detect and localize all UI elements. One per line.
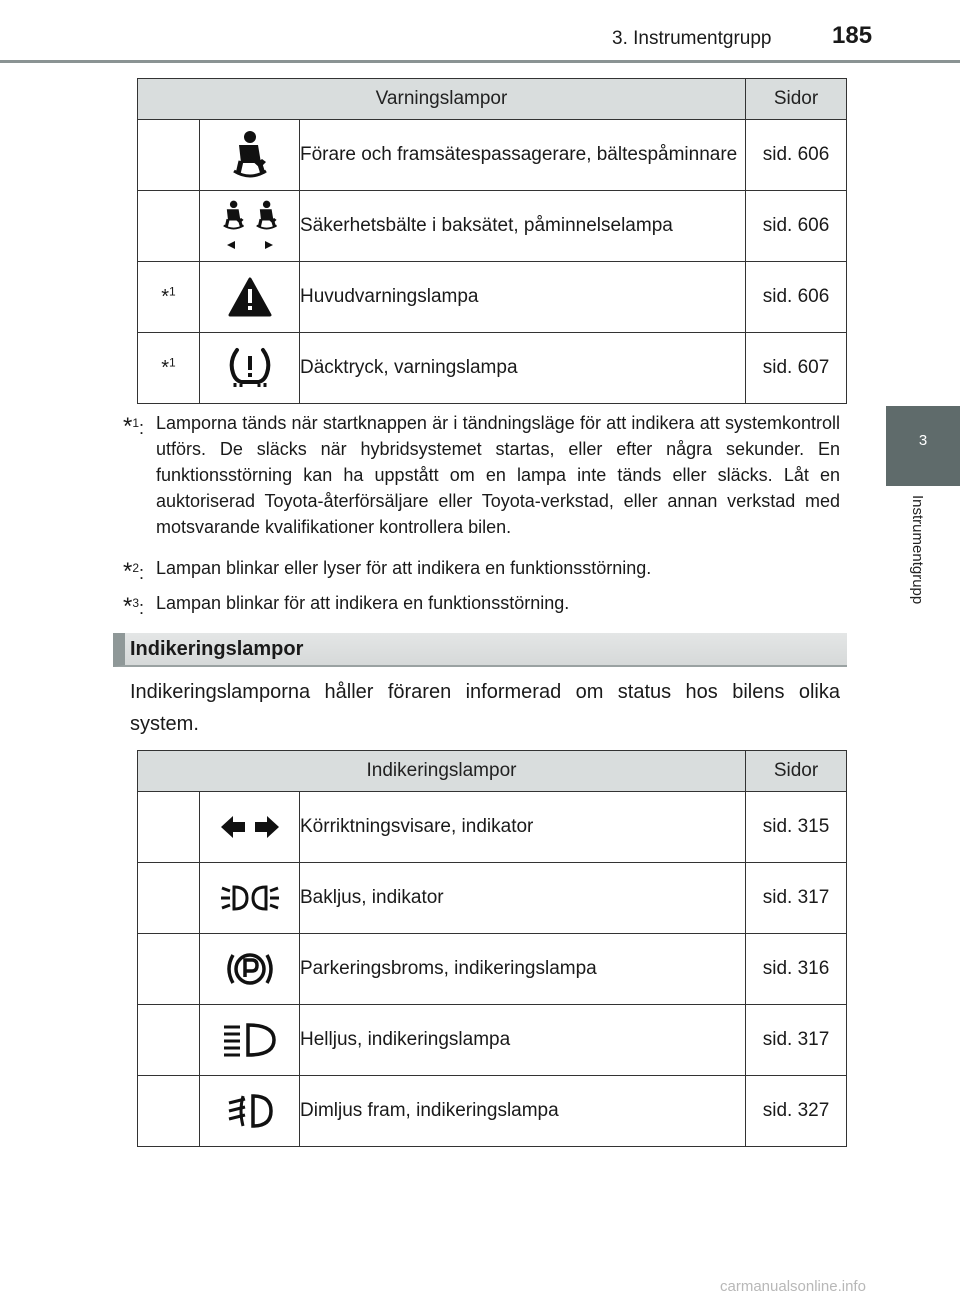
footnote-mark-cell [138, 792, 200, 863]
icon-cell [200, 333, 300, 404]
table-row [138, 191, 847, 262]
footnote-sup: 1 [132, 416, 140, 430]
footnote-star: * [123, 593, 133, 620]
table-row [138, 934, 847, 1005]
page-reference: sid. 606 [746, 120, 847, 191]
turn-signal-icon [219, 813, 281, 841]
lamp-description: Körriktningsvisare, indikator [300, 792, 746, 863]
section-heading-text: Indikeringslampor [130, 638, 304, 660]
lamp-description: Säkerhetsbälte i baksätet, påminnelselampa [300, 191, 746, 262]
footnote-mark-cell [138, 262, 200, 333]
footnote-sup: 1 [169, 355, 176, 370]
lamp-description: Parkeringsbroms, indikeringslampa [300, 934, 746, 1005]
icon-cell [200, 120, 300, 191]
rear-seatbelt-reminder-icon [218, 200, 282, 252]
footnote [123, 555, 840, 585]
footnote-star: * [123, 558, 133, 585]
chapter-side-label: Instrumentgrupp [909, 495, 926, 605]
icon-cell [200, 934, 300, 1005]
page-reference: sid. 607 [746, 333, 847, 404]
footnote-mark-cell [138, 1005, 200, 1076]
warning-lamps-table [137, 78, 847, 404]
footnote-star: * [161, 357, 170, 380]
lamp-description: Dimljus fram, indikeringslampa [300, 1076, 746, 1147]
page-reference: sid. 606 [746, 262, 847, 333]
footnote-sup: 2 [132, 561, 140, 575]
page-reference: sid. 317 [746, 863, 847, 934]
footnote-separator: : [139, 563, 145, 583]
icon-cell [200, 1005, 300, 1076]
footnote-separator: : [139, 418, 145, 438]
table-row [138, 1076, 847, 1147]
header-rule [0, 60, 960, 63]
chapter-tab-number: 3 [918, 432, 928, 449]
footnote [123, 590, 840, 620]
footnote-star: * [161, 286, 170, 309]
table-row [138, 863, 847, 934]
page-number: 185 [832, 22, 873, 49]
table-row [138, 262, 847, 333]
lamp-description: Huvudvarningslampa [300, 262, 746, 333]
footnote-mark-cell [138, 191, 200, 262]
page-reference: sid. 606 [746, 191, 847, 262]
tire-pressure-warning-icon [227, 347, 273, 389]
footnote-mark-cell [138, 1076, 200, 1147]
page-reference: sid. 317 [746, 1005, 847, 1076]
footnote-sup: 1 [169, 284, 176, 299]
watermark: carmanualsonline.info [720, 1278, 866, 1295]
footnote-text: Lamporna tänds när startknappen är i tändningsläge för att indikera att systemkontroll utförs. De släcks när hybridsystemet startas, eller efter några sekunder. En funktionsstörning kan ha uppstått om en lampa inte tänds eller släcks. Låt en auktoriserad Toyota-återförsäljare eller Toyota-verkstad, eller annan verkstad med motsvarande kvalifikationer kontrollera bilen. [156, 413, 840, 537]
column-header-lamps: Varningslampor [138, 79, 746, 120]
high-beam-icon [222, 1022, 278, 1058]
column-header-pages: Sidor [746, 751, 847, 792]
table-header-row [138, 751, 847, 792]
page-reference: sid. 315 [746, 792, 847, 863]
footnote [123, 410, 840, 540]
master-warning-icon [228, 277, 272, 317]
icon-cell [200, 863, 300, 934]
column-header-pages: Sidor [746, 79, 847, 120]
page-reference: sid. 316 [746, 934, 847, 1005]
table-row [138, 333, 847, 404]
page-reference: sid. 327 [746, 1076, 847, 1147]
icon-cell [200, 262, 300, 333]
footnote-mark-cell [138, 333, 200, 404]
footnote-mark-cell [138, 934, 200, 1005]
icon-cell [200, 191, 300, 262]
section-heading [113, 633, 847, 667]
seatbelt-reminder-icon [228, 130, 272, 180]
tail-light-icon [220, 883, 280, 913]
icon-cell [200, 1076, 300, 1147]
lamp-description: Bakljus, indikator [300, 863, 746, 934]
footnote-separator: : [139, 598, 145, 618]
table-row [138, 792, 847, 863]
footnote-text: Lampan blinkar eller lyser för att indikera en funktionsstörning. [156, 558, 652, 578]
icon-cell [200, 792, 300, 863]
footnote-sup: 3 [132, 596, 140, 610]
column-header-lamps: Indikeringslampor [138, 751, 746, 792]
table-row [138, 1005, 847, 1076]
footnote-mark-cell [138, 863, 200, 934]
footnote-text: Lampan blinkar för att indikera en funktionsstörning. [156, 593, 570, 613]
table-row [138, 120, 847, 191]
section-intro: Indikeringslamporna håller föraren informerad om status hos bilens olika system. [130, 681, 840, 735]
table-header-row [138, 79, 847, 120]
lamp-description: Däcktryck, varningslampa [300, 333, 746, 404]
lamp-description: Helljus, indikeringslampa [300, 1005, 746, 1076]
footnote-mark-cell [138, 120, 200, 191]
page-header-title: 3. Instrumentgrupp [612, 28, 772, 49]
lamp-description: Förare och framsätespassagerare, bältespåminnare [300, 120, 746, 191]
parking-brake-icon [225, 949, 275, 989]
indicator-lamps-table [137, 750, 847, 1147]
footnote-star: * [123, 413, 133, 440]
front-fog-light-icon [227, 1093, 273, 1129]
chapter-tab [886, 406, 960, 486]
